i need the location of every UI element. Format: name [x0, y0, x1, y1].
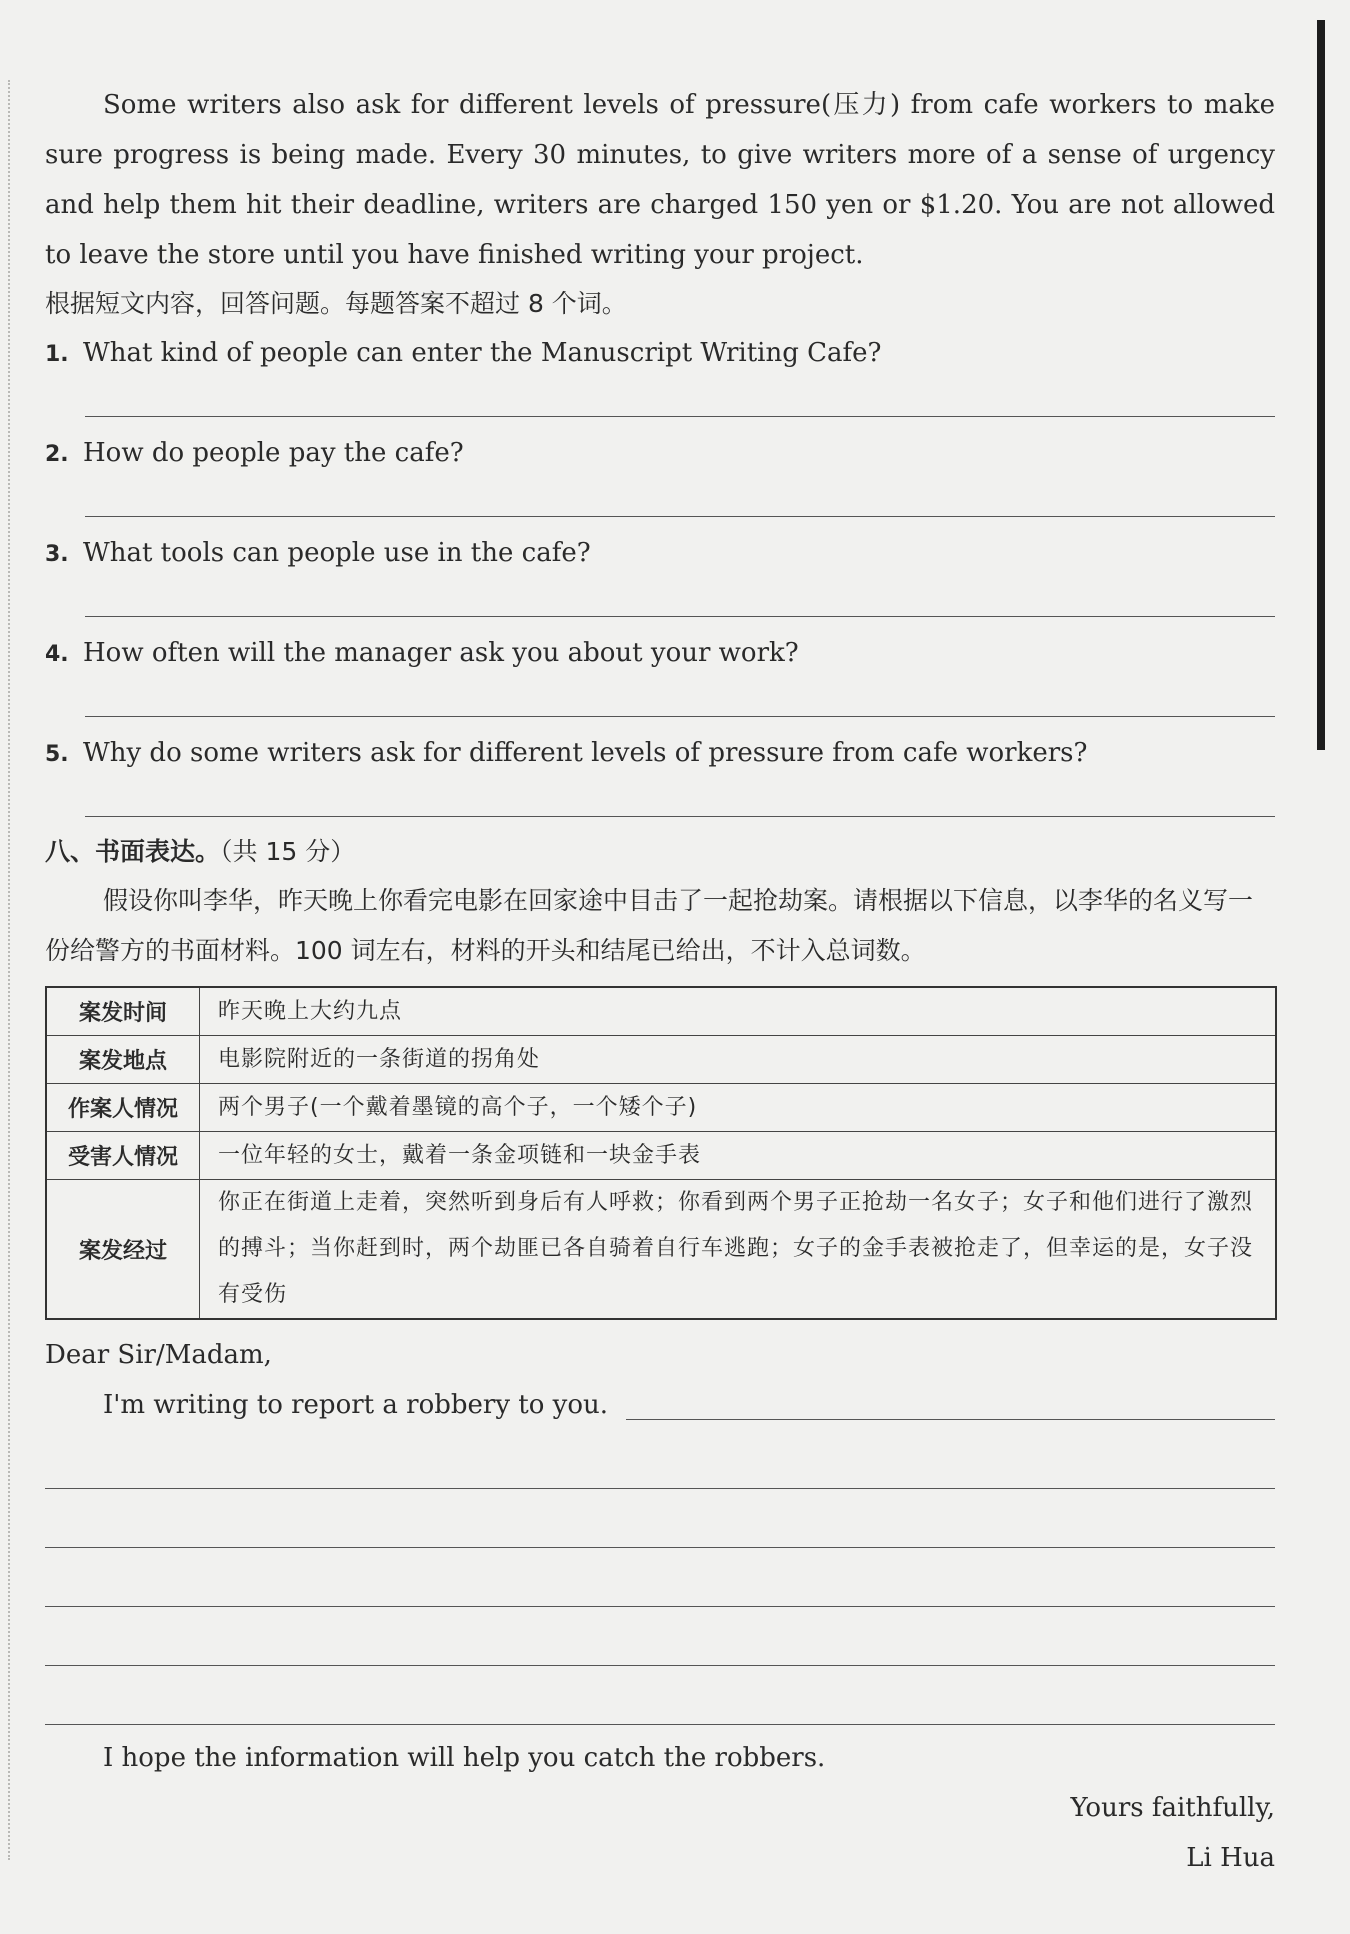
table-row	[46, 1132, 1276, 1180]
letter-section	[45, 1330, 1275, 1883]
writing-line[interactable]	[45, 1666, 1275, 1725]
row-value: 电影院附近的一条街道的拐角处	[200, 1036, 1277, 1084]
answer-line[interactable]	[85, 816, 1275, 817]
question-text: What tools can people use in the cafe?	[83, 538, 591, 568]
question-number: 4.	[45, 642, 69, 667]
page-edge-bar	[1317, 20, 1325, 750]
row-label: 案发经过	[46, 1180, 200, 1320]
question-item	[45, 628, 1275, 728]
question-text: Why do some writers ask for different levels of pressure from cafe workers?	[83, 738, 1088, 768]
writing-section-title	[45, 828, 1275, 876]
writing-line[interactable]	[626, 1419, 1275, 1420]
letter-signature: Li Hua	[1186, 1843, 1275, 1873]
writing-line[interactable]	[45, 1548, 1275, 1607]
table-row	[46, 1084, 1276, 1132]
writing-prompt: 假设你叫李华，昨天晚上你看完电影在回家途中目击了一起抢劫案。请根据以下信息，以李华的名义写一份给警方的书面材料。100 词左右，材料的开头和结尾已给出，不计入总词数。	[45, 886, 1254, 965]
table-row	[46, 1180, 1276, 1320]
table-row	[46, 1036, 1276, 1084]
row-label: 受害人情况	[46, 1132, 200, 1180]
letter-opening: I'm writing to report a robbery to you.	[103, 1390, 608, 1420]
table-row	[46, 987, 1276, 1036]
letter-opening-line	[45, 1380, 1275, 1430]
question-number: 1.	[45, 342, 69, 367]
letter-salutation: Dear Sir/Madam,	[45, 1340, 272, 1370]
answer-line[interactable]	[85, 516, 1275, 517]
question-item	[45, 428, 1275, 528]
row-label: 作案人情况	[46, 1084, 200, 1132]
question-instructions: 根据短文内容，回答问题。每题答案不超过 8 个词。	[45, 289, 627, 318]
row-value: 你正在街道上走着，突然听到身后有人呼救；你看到两个男子正抢劫一名女子；女子和他们进行了激烈的搏斗；当你赶到时，两个劫匪已各自骑着自行车逃跑；女子的金手表被抢走了，但幸运的是，女子没有受伤	[200, 1180, 1277, 1320]
question-list	[45, 328, 1275, 828]
row-label: 案发地点	[46, 1036, 200, 1084]
answer-line[interactable]	[85, 716, 1275, 717]
writing-line[interactable]	[45, 1489, 1275, 1548]
question-number: 3.	[45, 542, 69, 567]
answer-line[interactable]	[85, 416, 1275, 417]
question-number: 2.	[45, 442, 69, 467]
section-heading: 八、书面表达。	[45, 837, 221, 866]
question-text: How often will the manager ask you about your work?	[83, 638, 799, 668]
row-value: 两个男子(一个戴着墨镜的高个子，一个矮个子)	[200, 1084, 1277, 1132]
passage-paragraph: Some writers also ask for different levels of pressure(压力) from cafe workers to make sure progress is being made. Every 30 minutes, to give writers more of a sense of urgency and help them hit their deadline, writers are charged 150 yen or $1.20. You are not allowed to leave the store until you have finished writing your project.	[45, 90, 1275, 270]
binding-margin-line	[8, 80, 12, 1860]
question-number: 5.	[45, 742, 69, 767]
writing-line[interactable]	[45, 1430, 1275, 1489]
row-value: 一位年轻的女士，戴着一条金项链和一块金手表	[200, 1132, 1277, 1180]
question-item	[45, 528, 1275, 628]
question-item	[45, 328, 1275, 428]
question-item	[45, 728, 1275, 828]
letter-closing: I hope the information will help you catch the robbers.	[103, 1743, 826, 1773]
case-info-table	[45, 986, 1277, 1320]
letter-signoff: Yours faithfully,	[1070, 1793, 1275, 1823]
writing-line[interactable]	[45, 1607, 1275, 1666]
question-text: How do people pay the cafe?	[83, 438, 464, 468]
answer-line[interactable]	[85, 616, 1275, 617]
worksheet-page	[45, 80, 1275, 1883]
row-value: 昨天晚上大约九点	[200, 987, 1277, 1036]
section-points: （共 15 分）	[220, 837, 356, 866]
question-text: What kind of people can enter the Manuscript Writing Cafe?	[83, 338, 882, 368]
row-label: 案发时间	[46, 987, 200, 1036]
